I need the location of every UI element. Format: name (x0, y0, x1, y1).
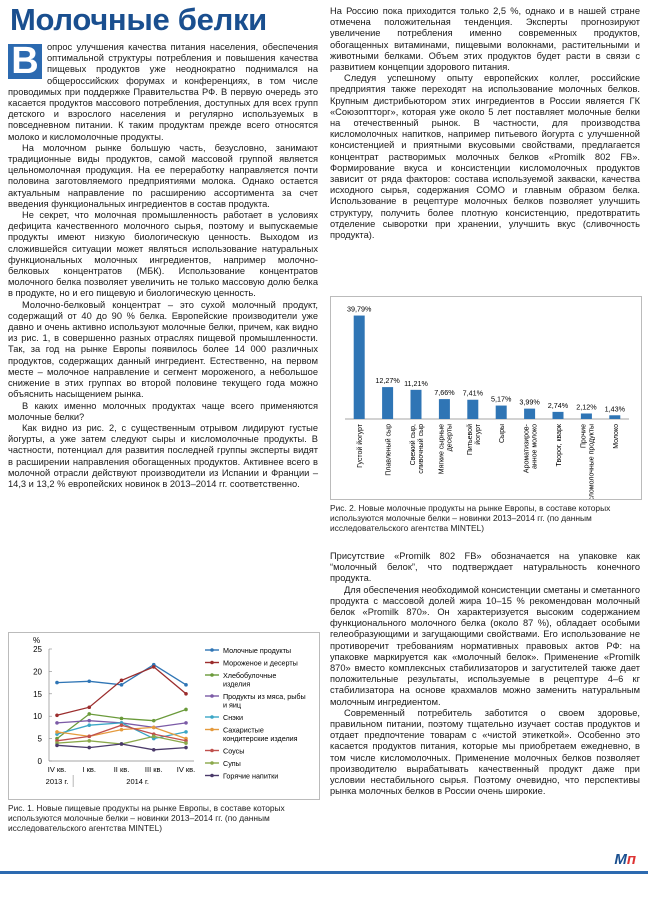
legend-marker (210, 749, 214, 753)
bar (411, 390, 422, 419)
data-point (55, 681, 59, 685)
legend-label: Сахаристые (223, 725, 264, 735)
figure-2-caption: Рис. 2. Новые молочные продукты на рынке Европы, в составе которых используются молочные белки – новинки 2013–2014 гг. (по данным исследовательского агентства MINTEL) (330, 503, 611, 533)
x-tick-label-group (499, 424, 506, 443)
x-tick-label: анное молоко (531, 424, 539, 469)
x-tick-label-group (613, 424, 620, 449)
data-point (87, 723, 91, 727)
legend-marker (210, 694, 214, 698)
page-title: Молочные белки (10, 2, 267, 37)
paragraph: В каких именно молочных продуктах чаще всего применяются молочные белки? (8, 400, 318, 422)
year-label: 2014 г. (126, 777, 149, 786)
x-tick-label: Свежий сыр, (410, 424, 417, 466)
paragraph: На молочном рынке большую часть, безусловно, занимают традиционные виды продуктов, самой массовой группой является цельномолочная продукция. На ее переработку направляется почти половина заготовляемого предприятиями молока. Однако остается актуальным направление по расширению ассортимента за счет введения функциональных ингредиентов в состав продукта. (8, 142, 318, 209)
x-tick-label: IV кв. (176, 765, 196, 774)
data-point (152, 735, 156, 739)
bar-value-label: 1,43% (604, 404, 625, 414)
bar-value-label: 3,99% (519, 397, 540, 407)
x-tick-label-group (356, 423, 364, 468)
x-tick-label: десерты (446, 424, 454, 452)
legend-label: Снэки (223, 713, 243, 722)
y-axis-label: % (33, 636, 41, 645)
x-tick-label: II кв. (113, 765, 130, 774)
x-tick-label: сливочный сыр (418, 424, 425, 474)
legend-label: Хлебобулочные (223, 671, 277, 680)
legend-label: Супы (223, 759, 241, 768)
data-point (120, 728, 124, 732)
x-tick-label-group (524, 423, 539, 473)
bar (467, 400, 478, 419)
bar-value-label: 12,27% (375, 376, 400, 386)
bottom-rule (0, 871, 648, 874)
data-point (184, 730, 188, 734)
data-point (152, 726, 156, 730)
data-point (184, 708, 188, 712)
data-point (152, 748, 156, 752)
bar (354, 316, 365, 419)
data-point (184, 683, 188, 687)
data-point (87, 712, 91, 716)
data-point (55, 744, 59, 748)
bar-value-label: 2,12% (576, 402, 597, 412)
data-point (152, 719, 156, 723)
paragraph: Присутствие «Promilk 802 FB» обозначается на упаковке как “молочный белок”, что подтверждает натуральность конечного продукта. (330, 551, 640, 584)
right-column-continued (330, 551, 640, 797)
paragraph: Для обеспечения необходимой консистенции сметаны и сметанного продукта с массовой долей жира 10–15 % рекомендован молочный белок «Promilk 870». Он характеризуется высоким содержанием функционального молочного белка (около 87 %), обладает особыми гелеобразующими и загущающими свойствами. Его использование не противоречит требованиям нормативных правовых актов РФ: на упаковке маркируется как «молочный белок». Применение «Promilk 870» вместо комплексных стабилизаторов и загустителей также дает положительные результаты, используемые в рецептуре 4–6 кг стабилизатора на основе крахмалов можно заменить натуральным молочным ингредиентом. (330, 584, 640, 707)
bar (553, 412, 564, 419)
x-tick-label: кисломолочные продукты (588, 424, 596, 499)
data-point (87, 679, 91, 683)
x-tick-label: Творог, кварк (556, 424, 563, 467)
drop-cap: В (8, 44, 42, 79)
year-label: 2013 г. (45, 777, 69, 786)
data-point (152, 665, 156, 669)
x-tick-label-group (556, 423, 563, 466)
legend-marker (210, 715, 214, 719)
bar-value-label: 7,66% (434, 388, 455, 398)
x-tick-label-group (385, 424, 393, 476)
series-line (57, 667, 186, 715)
x-tick-label: III кв. (144, 765, 163, 774)
logo-letter-m: М (614, 851, 627, 868)
legend-label: Продукты из мяса, рыбы (223, 692, 306, 701)
figure-2 (330, 296, 642, 500)
x-tick-label-group (466, 423, 482, 455)
bar (382, 387, 393, 419)
data-point (87, 739, 91, 743)
bar (496, 406, 507, 419)
paragraph: Следуя успешному опыту европейских коллег, российские предприятия также переходят на использование молочных белков. Крупным дистрибьютором этих ингредиентов в России является ГК «Союзоптторг», которая уже около 5 лет поставляет молочные белки на отечественный рынок. В частности, для производства кисломолочных напитков, например питьевого йогурта с улучшенной консистенцией и приятными вкусовыми свойствами, предлагается концентрат растворимых молочных белков «Promilk 802 FB». Формирование вкуса и консистенции кисломолочных продуктов зависит от ряда факторов: состава используемой закваски, качества исходного сырья, содержания СОМО и главным образом белка. Использование в рецептуре молочных белков позволяет улучшить структуру, получить более плотную консистенцию, предотвратить отделение сыворотки при хранении, улучшить вкус (сливочность продукта). (330, 73, 640, 241)
data-point (184, 692, 188, 696)
bar-value-label: 39,79% (347, 304, 372, 314)
data-point (55, 721, 59, 725)
paragraph: Не секрет, что молочная промышленность работает в условиях дефицита качественного молочного сырья, поэтому и выпускаемые продукты имеют низкую биологическую ценность. Выходом из сложившейся ситуации может являться использование натуральных функциональных молочных ингредиентов, например молочно-белковых концентратов (МБК). Использование концентратов молочного белка позволяет увеличить не только массовую долю белка в продукте, но и его пищевую и биологическую ценность. (8, 210, 318, 299)
bar-value-label: 7,41% (462, 388, 483, 398)
legend-marker (210, 673, 214, 677)
x-tick-label-group (409, 424, 425, 474)
right-column (330, 6, 640, 241)
x-tick-label: IV кв. (47, 765, 67, 774)
x-tick-label-group (438, 424, 453, 474)
legend-label: Молочные продукты (223, 646, 292, 655)
data-point (184, 741, 188, 745)
logo-letter-p: п (626, 851, 636, 868)
data-point (120, 717, 124, 721)
bar-chart (331, 297, 641, 499)
x-tick-label: Молоко (612, 424, 620, 449)
data-point (120, 679, 124, 683)
paragraph: Современный потребитель заботится о своем здоровье, правильном питании, поэтому тщательно изучает состав продуктов и отдает предпочтение товарам с «чистой этикеткой». Особенно это касается продуктов питания, которые мы приобретаем ежедневно, в том числе кисломолочных. Применение молочных белков позволяет производителю вырабатывать качественный продукт даже при условии нестабильного сырья. Поэтому очевидно, что перспективы рынка молочных белков в России очень широкие. (330, 707, 640, 797)
left-column (8, 42, 318, 490)
data-point (55, 714, 59, 718)
data-point (120, 683, 124, 687)
y-tick-label: 0 (37, 757, 42, 766)
figure-1-caption: Рис. 1. Новые пищевые продукты на рынке Европы, в составе которых используются молочные белки – новинки 2013–2014 гг. (по данным исследовательского агентства MINTEL) (8, 803, 285, 833)
data-point (184, 746, 188, 750)
paragraph-text: опрос улучшения качества питания населения, обеспечения оптимальной структуры потребления и повышения качества пищевых продуктов уже неоднократно поднимался на общероссийских форумах и конференциях, в том числе проводимых при поддержке Правительства РФ. В первую очередь это касается продуктов массового потребления, доступных для всех групп детского и взрослого населения и регулярно используемых в повседневном питании. К таким продуктам прежде всего относятся молоко и кисломолочные продукты. (8, 42, 318, 142)
paragraph: На Россию пока приходится только 2,5 %, однако и в нашей стране отмечена положительная тенденция. Эксперты прогнозируют увеличение потребления именно современных продуктов, обогащенных витаминами, пищевыми волокнами, растительными и животными белками. Объем этих продуктов будет расти в связи с развитием концепции здорового питания. (330, 6, 640, 73)
data-point (120, 723, 124, 727)
magazine-logo (614, 851, 636, 868)
y-tick-label: 5 (37, 734, 42, 744)
legend-marker (210, 648, 214, 652)
data-point (87, 705, 91, 709)
y-tick-label: 25 (33, 645, 42, 654)
x-tick-label: Плавленый сыр (385, 424, 393, 476)
legend-marker (210, 728, 214, 732)
x-tick-label-group (580, 424, 595, 499)
data-point (87, 735, 91, 739)
bar (581, 413, 592, 419)
legend-label: Соусы (223, 746, 245, 756)
x-tick-label: йогурт (474, 424, 482, 445)
legend-label-cont: изделия (223, 679, 251, 689)
paragraph: Как видно из рис. 2, с существенным отрывом лидируют густые йогурты, а уже затем следуют сыры и кисломолочные продукты. В частности, потенциал для развития последней группы эксперты видят в расширении направления обогащенных продуктов. Активнее всего в молочной отрасли действуют производители из Испании и Франции – 14,3 и 13,2 % европейских новинок в 2013–2014 гг. соответственно. (8, 422, 318, 489)
bar-value-label: 5,17% (491, 394, 512, 404)
line-chart (9, 633, 319, 799)
x-tick-label: Густой йогурт (357, 424, 365, 468)
data-point (120, 742, 124, 746)
legend-marker (210, 661, 214, 665)
y-tick-label: 10 (33, 712, 42, 722)
bar (439, 399, 450, 419)
legend-label-cont: и яиц (223, 700, 242, 710)
y-tick-label: 20 (33, 667, 42, 677)
data-point (87, 746, 91, 750)
bar-value-label: 2,74% (547, 400, 569, 410)
x-tick-label: I кв. (82, 765, 97, 774)
y-tick-label: 15 (33, 689, 42, 699)
x-tick-label: Мягкие сырные (438, 424, 446, 475)
figure-1 (8, 632, 320, 800)
legend-marker (210, 774, 214, 778)
bar (524, 409, 535, 419)
bar-value-label: 11,21% (404, 378, 428, 388)
x-tick-label: Прочие (580, 424, 588, 449)
bar (609, 415, 620, 419)
x-tick-label: Сыры (499, 424, 507, 444)
x-tick-label: Ароматизиров- (523, 424, 531, 474)
legend-label: Горячие напитки (223, 771, 279, 781)
legend-marker (210, 761, 214, 765)
data-point (87, 719, 91, 723)
data-point (55, 730, 59, 734)
data-point (184, 721, 188, 725)
legend-label-cont: кондитерские изделия (223, 734, 298, 743)
paragraph: Молочно-белковый концентрат – это сухой молочный продукт, содержащий от 40 до 90 % белка. Европейские производители уже давно и очень активно используют молочные белки, причем, как видно из рис. 1, в совершенно разных отраслях пищевой промышленности. Так, за год на рынке Европы появилось более 14 000 различных продуктов, содержащих данный ингредиент. Естественно, на первом месте – молочное направление и сегмент мороженого, а небольшое снижение в этих группах во второй половине текущего года можно объяснить насыщением рынка. (8, 299, 318, 400)
paragraph (8, 42, 318, 143)
x-tick-label: Питьевой (466, 424, 474, 456)
legend-label: Мороженое и десерты (223, 658, 298, 668)
